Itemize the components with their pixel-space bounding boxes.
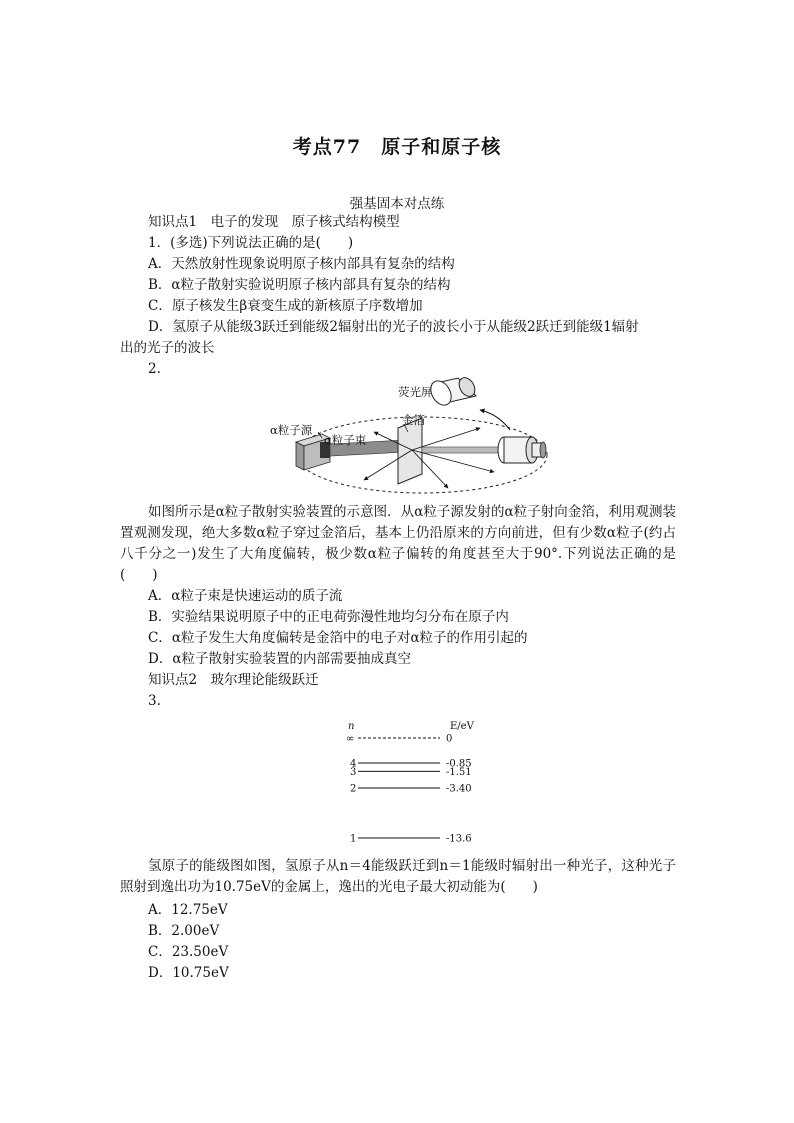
q1-stem: 1．(多选)下列说法正确的是( ) bbox=[148, 235, 354, 251]
level-n-label: ∞ bbox=[346, 733, 355, 745]
level-energy-label: -1.51 bbox=[446, 766, 472, 778]
q3-option-c: C．23.50eV bbox=[148, 944, 229, 960]
level-energy-label: -13.6 bbox=[446, 833, 472, 845]
q1-option-b: B．α粒子散射实验说明原子核内部具有复杂的结构 bbox=[148, 277, 451, 293]
q3-option-b: B．2.00eV bbox=[148, 923, 220, 939]
energy-level-diagram bbox=[340, 716, 500, 852]
q2-option-b: B．实验结果说明原子中的正电荷弥漫性地均匀分布在原子内 bbox=[148, 609, 509, 625]
q1-option-d-line2: 出的光子的波长 bbox=[120, 340, 215, 356]
q1-option-d-line1: D．氢原子从能级3跃迁到能级2辐射出的光子的波长小于从能级2跃迁到能级1辐射 bbox=[148, 319, 639, 335]
level-n-label: 4 bbox=[350, 758, 357, 770]
energy-axis-label: E/eV bbox=[450, 721, 474, 732]
label-fluorescent-screen: 荧光屏 bbox=[398, 385, 433, 399]
q2-option-d: D．α粒子散射实验装置的内部需要抽成真空 bbox=[148, 651, 411, 667]
detector-microscope bbox=[498, 437, 546, 463]
alpha-scattering-diagram bbox=[262, 376, 562, 500]
q2-option-a: A．α粒子束是快速运动的质子流 bbox=[148, 588, 343, 604]
knowledge-point-2-heading: 知识点2 玻尔理论能级跃迁 bbox=[148, 672, 319, 688]
label-gold-foil: 金箔 bbox=[402, 413, 425, 427]
q3-option-d: D．10.75eV bbox=[148, 965, 229, 981]
level-n-label: 3 bbox=[350, 766, 357, 778]
page-title: 考点77 原子和原子核 bbox=[292, 136, 502, 158]
q2-stem: 如图所示是α粒子散射实验装置的示意图．从α粒子源发射的α粒子射向金箔，利用观测装置观测发现，绝大多数α粒子穿过金箔后，基本上仍沿原来的方向前进，但有少数α粒子(约占八千分之一)发生了大角度偏转，极少数α粒子偏转的角度甚至大于90°.下列说法正确的是( ) bbox=[120, 504, 676, 583]
level-energy-label: 0 bbox=[446, 733, 453, 745]
level-energy-label: -3.40 bbox=[446, 783, 472, 795]
q2-option-c: C．α粒子发生大角度偏转是金箔中的电子对α粒子的作用引起的 bbox=[148, 630, 528, 646]
level-n-label: 2 bbox=[350, 783, 357, 795]
transmitted-beam bbox=[422, 447, 502, 453]
n-axis-label: n bbox=[348, 721, 355, 732]
label-alpha-source: α粒子源 bbox=[270, 423, 313, 437]
q1-option-a: A．天然放射性现象说明原子核内部具有复杂的结构 bbox=[148, 256, 455, 272]
level-energy-label: -0.85 bbox=[446, 758, 472, 770]
knowledge-point-1-heading: 知识点1 电子的发现 原子核式结构模型 bbox=[148, 214, 400, 230]
q3-stem: 氢原子的能级图如图，氢原子从n＝4能级跃迁到n＝1能级时辐射出一种光子，这种光子照射到逸出功为10.75eV的金属上，逸出的光电子最大初动能为( ) bbox=[120, 858, 676, 895]
q3-option-a: A．12.75eV bbox=[148, 902, 228, 918]
level-n-label: 1 bbox=[350, 833, 357, 845]
q3-number: 3. bbox=[148, 693, 161, 709]
label-alpha-beam: α粒子束 bbox=[324, 433, 367, 447]
section-subtitle: 强基固本对点练 bbox=[349, 196, 445, 212]
q2-number: 2. bbox=[148, 361, 161, 377]
q1-option-c: C．原子核发生β衰变生成的新核原子序数增加 bbox=[148, 298, 423, 314]
screen-microscope bbox=[427, 376, 478, 409]
